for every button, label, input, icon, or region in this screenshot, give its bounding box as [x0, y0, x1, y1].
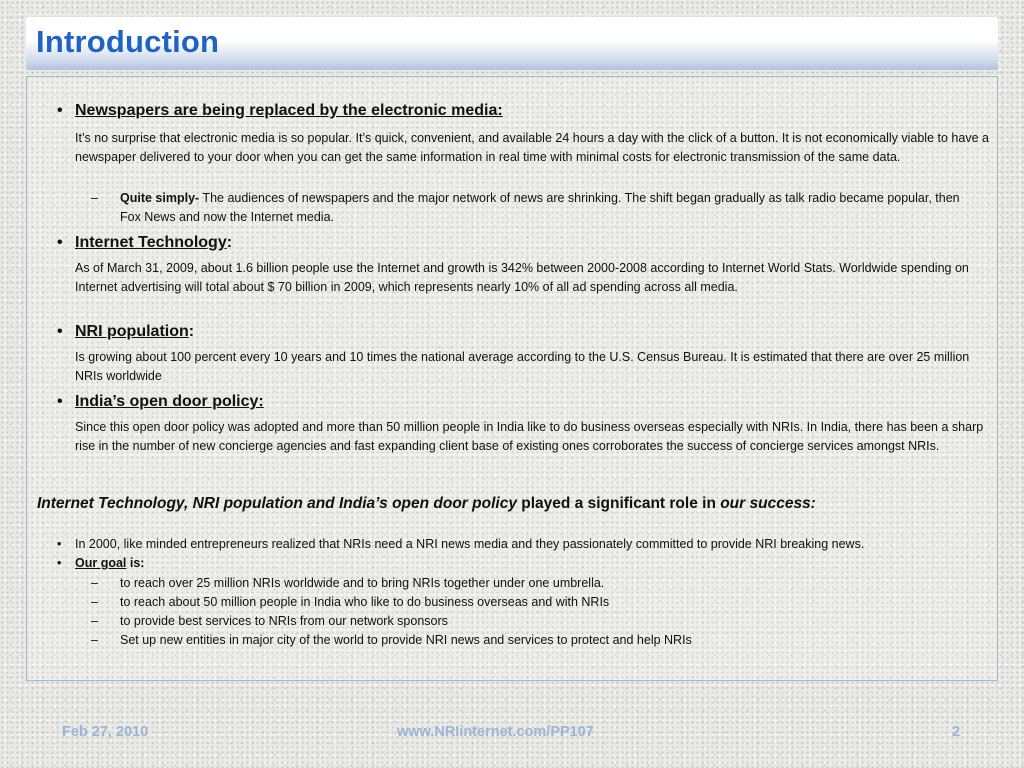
goal-item: – to provide best services to NRIs from our network sponsors — [120, 612, 980, 631]
goal-item: – to reach about 50 million people in India who like to do business overseas and with NRIs — [120, 593, 980, 612]
closing-bullet: • In 2000, like minded entrepreneurs realized that NRIs need a NRI news media and they passionately committed to provide NRI breaking news. — [75, 535, 864, 554]
summary-line: Internet Technology, NRI population and India’s open door policy played a significant role in our success: — [37, 495, 816, 512]
bullet-icon: • — [57, 556, 62, 570]
section-heading-newspapers: • Newspapers are being replaced by the electronic media: — [57, 102, 503, 119]
section-body-nri: Is growing about 100 percent every 10 years and 10 times the national average according to the U.S. Census Bureau. It is estimated that there are over 25 million NRIs worldwide — [75, 350, 970, 383]
section-heading-india: • India’s open door policy: — [57, 393, 264, 410]
footer-url: www.NRIinternet.com/PP107 — [397, 724, 594, 740]
dash-icon: – — [91, 191, 98, 205]
footer-page-number: 2 — [952, 724, 961, 740]
dash-icon: – — [91, 614, 98, 628]
section-subpoint-newspapers: – Quite simply- The audiences of newspapers and the major network of news are shrinking. The shift began gradually as talk radio became popular, then Fox News and now the Internet media. — [91, 191, 960, 224]
section-body-india: Since this open door policy was adopted and more than 50 million people in India like to do business overseas especially with NRIs. In India, there has been a sharp rise in the number of new concierge agencies and fast expanding client base of existing ones corroborates the success of concierge services amongst NRIs. — [75, 420, 984, 453]
bullet-icon: • — [57, 537, 62, 551]
footer-date: Feb 27, 2010 — [62, 724, 149, 740]
title-bar — [26, 17, 998, 70]
goal-item: – Set up new entities in major city of the world to provide NRI news and services to protect and help NRIs — [120, 631, 980, 650]
section-body-internet: As of March 31, 2009, about 1.6 billion people use the Internet and growth is 342% between 2000-2008 according to Internet World Stats. Worldwide spending on Internet advertising will total about $ 70 billion in 2009, which represents nearly 10% of all ad spending across all media. — [75, 261, 969, 294]
dash-icon: – — [91, 633, 98, 647]
bullet-icon: • — [57, 393, 63, 410]
goal-item: – to reach over 25 million NRIs worldwide and to bring NRIs together under one umbrella. — [120, 574, 980, 593]
bullet-icon: • — [57, 234, 63, 251]
section-heading-internet: • Internet Technology: — [57, 234, 233, 251]
dash-icon: – — [91, 595, 98, 609]
section-body-newspapers: It’s no surprise that electronic media is so popular. It’s quick, convenient, and available 24 hours a day with the click of a button. It is not economically viable to have a newspaper delivered to your door when you can get the same information in real time with minimal costs for electronic transmission of the same data. — [75, 131, 989, 164]
bullet-icon: • — [57, 323, 63, 340]
dash-icon: – — [91, 576, 98, 590]
slide-title: Introduction — [36, 24, 220, 59]
goal-heading: • Our goal is: — [75, 554, 144, 573]
content-box — [26, 76, 998, 681]
bullet-icon: • — [57, 102, 63, 119]
section-heading-nri: • NRI population: — [57, 323, 195, 340]
